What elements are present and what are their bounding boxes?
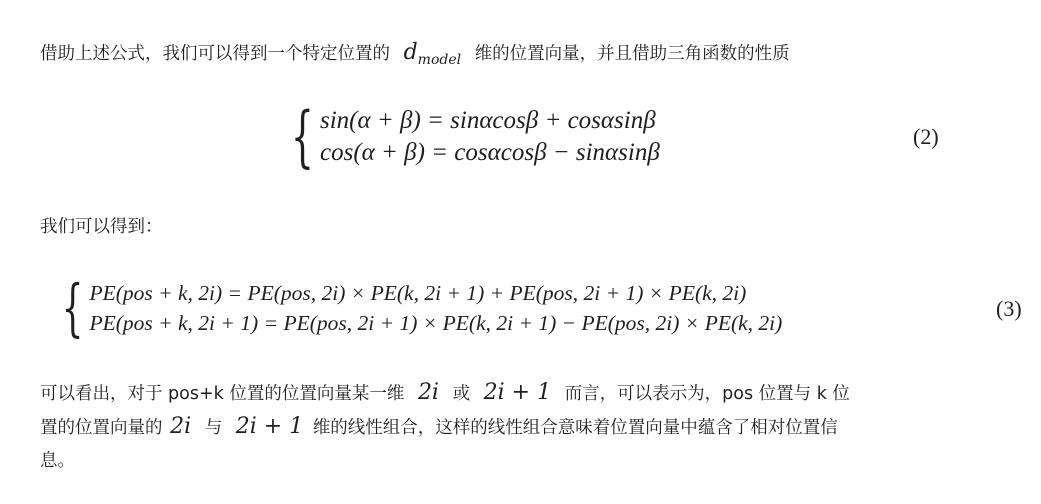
equation-3-line-2: PE(pos + k, 2i + 1) = PE(pos, 2i + 1) × PE(k, 2i + 1) − PE(pos, 2i) × PE(k, 2i): [89, 311, 783, 335]
left-brace: {: [61, 271, 84, 344]
model-subscript: model: [417, 52, 462, 68]
intro-text-before: 借助上述公式，我们可以得到一个特定位置的: [40, 44, 390, 64]
intro-paragraph: [40, 38, 790, 75]
conclusion-line-3: 息。: [40, 451, 75, 471]
math-2i-plus-1: 2i + 1: [483, 380, 552, 405]
intro-text-after: 维的位置向量，并且借助三角函数的性质: [474, 44, 790, 64]
d-symbol: d: [403, 40, 418, 65]
equation-3-line-1: PE(pos + k, 2i) = PE(pos, 2i) × PE(k, 2i + 1) + PE(pos, 2i + 1) × PE(k, 2i): [89, 281, 747, 305]
conclusion-text: 与: [204, 418, 223, 438]
equation-3-lines: [89, 278, 782, 338]
equation-2-number: (2): [913, 124, 939, 149]
equation-3: [44, 271, 783, 344]
equation-3-number: (3): [996, 296, 1022, 321]
math-2i: 2i: [170, 414, 192, 439]
middle-text: 我们可以得到：: [40, 217, 163, 237]
conclusion-text: 维的线性组合，这样的线性组合意味着位置向量中蕴含了相对位置信: [312, 418, 838, 438]
conclusion-text: 或: [452, 384, 471, 404]
conclusion-line-1: [40, 378, 850, 409]
math-2i-plus-1: 2i + 1: [235, 414, 304, 439]
equation-2-line-2: cos(α + β) = cosαcosβ − sinαsinβ: [320, 139, 660, 166]
conclusion-line-2: [40, 412, 838, 443]
left-brace: {: [290, 98, 314, 175]
d-model-symbol: [403, 40, 462, 68]
equation-2-line-1: sin(α + β) = sinαcosβ + cosαsinβ: [320, 107, 656, 134]
equation-2: [272, 98, 660, 175]
conclusion-text: 可以看出，对于 pos+k 位置的位置向量某一维: [40, 384, 405, 404]
conclusion-text: 置的位置向量的: [40, 418, 163, 438]
equation-2-lines: [320, 105, 660, 169]
math-2i: 2i: [417, 380, 439, 405]
conclusion-text: 而言，可以表示为，pos 位置与 k 位: [564, 384, 850, 404]
